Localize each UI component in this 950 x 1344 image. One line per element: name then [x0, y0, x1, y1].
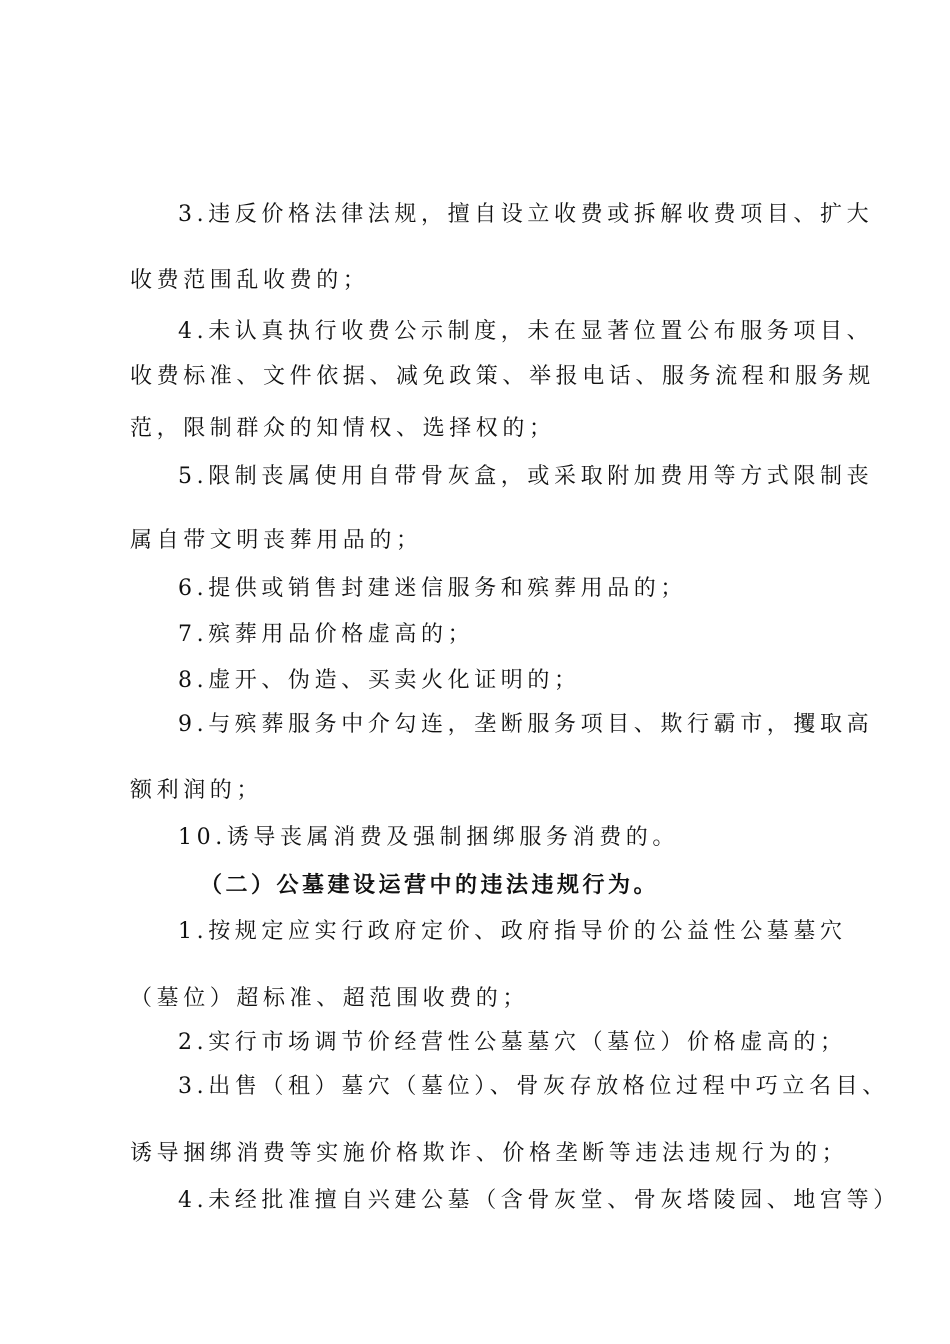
text-line: 范，限制群众的知情权、选择权的；	[130, 416, 556, 441]
text-line: 3.违反价格法律法规，擅自设立收费或拆解收费项目、扩大	[178, 202, 874, 227]
text-line: 6.提供或销售封建迷信服务和殡葬用品的；	[178, 576, 687, 601]
text-line: 8.虚开、伪造、买卖火化证明的；	[178, 668, 581, 693]
text-line: 属自带文明丧葬用品的；	[130, 528, 423, 553]
text-line: 3.出售（租）墓穴（墓位）、骨灰存放格位过程中巧立名目、	[178, 1074, 889, 1099]
text-line: 9.与殡葬服务中介勾连，垄断服务项目、欺行霸市，攫取高	[178, 712, 874, 737]
text-line: 1.按规定应实行政府定价、政府指导价的公益性公墓墓穴	[178, 919, 847, 944]
section-heading: （二）公墓建设运营中的违法违规行为。	[200, 872, 660, 898]
text-line: 4.未认真执行收费公示制度，未在显著位置公布服务项目、	[178, 319, 874, 344]
text-line: 10.诱导丧属消费及强制捆绑服务消费的。	[178, 825, 679, 850]
text-line: （墓位）超标准、超范围收费的；	[130, 986, 530, 1011]
text-line: 收费范围乱收费的；	[130, 268, 370, 293]
text-line: 4.未经批准擅自兴建公墓（含骨灰堂、骨灰塔陵园、地宫等）	[178, 1188, 900, 1213]
text-line: 诱导捆绑消费等实施价格欺诈、价格垄断等违法违规行为的；	[130, 1141, 849, 1166]
text-line: 5.限制丧属使用自带骨灰盒，或采取附加费用等方式限制丧	[178, 464, 874, 489]
text-line: 7.殡葬用品价格虚高的；	[178, 622, 475, 647]
text-line: 收费标准、文件依据、减免政策、举报电话、服务流程和服务规	[130, 364, 875, 389]
text-line: 额利润的；	[130, 778, 264, 803]
text-line: 2.实行市场调节价经营性公墓墓穴（墓位）价格虚高的；	[178, 1030, 847, 1055]
